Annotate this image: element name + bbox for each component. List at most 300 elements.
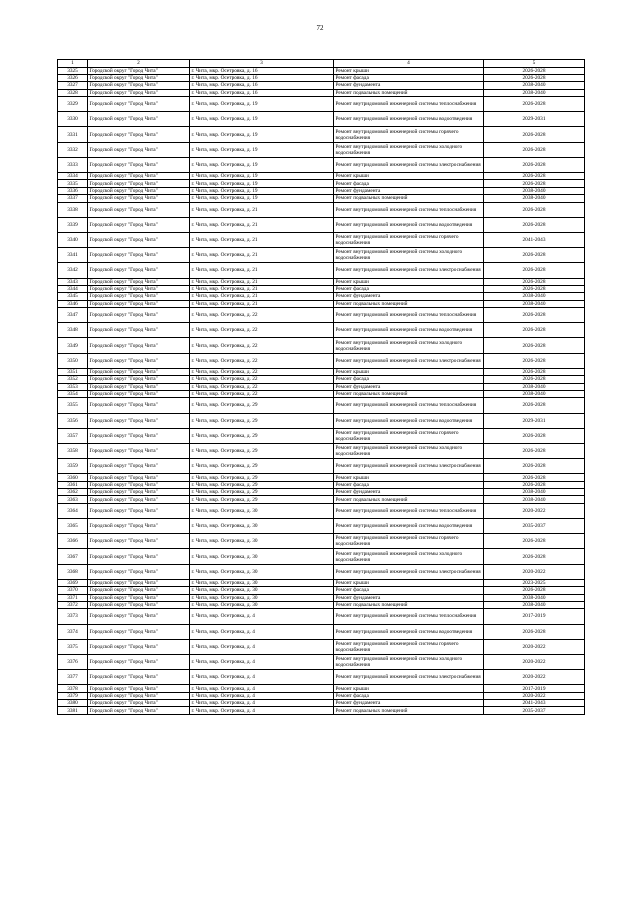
work-type-cell: Ремонт внутридомовой инженерной системы холодного водоснабжения (334, 654, 484, 669)
address-cell: г. Чита, мкр. Осетровка, д. 30 (190, 594, 334, 601)
municipality-cell: Городской округ "Город Чита" (88, 180, 190, 187)
work-type-cell: Ремонт фасада (334, 692, 484, 699)
work-type-cell: Ремонт фундамента (334, 82, 484, 89)
municipality-cell: Городской округ "Город Чита" (88, 157, 190, 172)
address-cell: г. Чита, мкр. Осетровка, д. 16 (190, 74, 334, 81)
work-type-cell: Ремонт внутридомовой инженерной системы горячего водоснабжения (334, 127, 484, 142)
address-cell: г. Чита, мкр. Осетровка, д. 4 (190, 624, 334, 639)
address-cell: г. Чита, мкр. Осетровка, д. 4 (190, 692, 334, 699)
address-cell: г. Чита, мкр. Осетровка, д. 22 (190, 383, 334, 390)
address-cell: г. Чита, мкр. Осетровка, д. 22 (190, 308, 334, 323)
table-row (58, 368, 585, 375)
table-row (58, 481, 585, 488)
municipality-cell: Городской округ "Город Чита" (88, 503, 190, 518)
address-cell: г. Чита, мкр. Осетровка, д. 21 (190, 248, 334, 263)
municipality-cell: Городской округ "Город Чита" (88, 263, 190, 278)
address-cell: г. Чита, мкр. Осетровка, д. 16 (190, 67, 334, 74)
address-cell: г. Чита, мкр. Осетровка, д. 21 (190, 217, 334, 232)
table-row (58, 323, 585, 338)
municipality-cell: Городской округ "Город Чита" (88, 579, 190, 586)
table-row (58, 248, 585, 263)
municipality-cell: Городской округ "Город Чита" (88, 443, 190, 458)
table-row (58, 503, 585, 518)
table-row (58, 278, 585, 285)
repair-schedule-table (57, 59, 585, 715)
work-type-cell: Ремонт внутридомовой инженерной системы теплоснабжения (334, 609, 484, 624)
address-cell: г. Чита, мкр. Осетровка, д. 29 (190, 443, 334, 458)
row-number-cell: 3358 (58, 443, 88, 458)
table-row (58, 173, 585, 180)
address-cell: г. Чита, мкр. Осетровка, д. 29 (190, 496, 334, 503)
period-cell: 2026-2028 (484, 368, 585, 375)
period-cell: 2026-2028 (484, 67, 585, 74)
period-cell: 2038-2040 (484, 195, 585, 202)
municipality-cell: Городской округ "Город Чита" (88, 112, 190, 127)
work-type-cell: Ремонт внутридомовой инженерной системы водоотведения (334, 624, 484, 639)
work-type-cell: Ремонт крыши (334, 685, 484, 692)
municipality-cell: Городской округ "Город Чита" (88, 82, 190, 89)
row-number-cell: 3352 (58, 376, 88, 383)
table-row (58, 180, 585, 187)
period-cell: 2026-2028 (484, 263, 585, 278)
column-header-3: 3 (190, 60, 334, 68)
row-number-cell: 3349 (58, 338, 88, 353)
row-number-cell: 3330 (58, 112, 88, 127)
work-type-cell: Ремонт крыши (334, 278, 484, 285)
work-type-cell: Ремонт крыши (334, 579, 484, 586)
address-cell: г. Чита, мкр. Осетровка, д. 29 (190, 413, 334, 428)
period-cell: 2038-2040 (484, 187, 585, 194)
address-cell: г. Чита, мкр. Осетровка, д. 30 (190, 601, 334, 608)
column-header-2: 2 (88, 60, 190, 68)
work-type-cell: Ремонт внутридомовой инженерной системы электроснабжения (334, 353, 484, 368)
municipality-cell: Городской округ "Город Чита" (88, 654, 190, 669)
municipality-cell: Городской округ "Город Чита" (88, 278, 190, 285)
row-number-cell: 3378 (58, 685, 88, 692)
work-type-cell: Ремонт фасада (334, 74, 484, 81)
table-row (58, 587, 585, 594)
period-cell: 2038-2040 (484, 594, 585, 601)
work-type-cell: Ремонт фундамента (334, 594, 484, 601)
address-cell: г. Чита, мкр. Осетровка, д. 29 (190, 398, 334, 413)
row-number-cell: 3369 (58, 579, 88, 586)
municipality-cell: Городской округ "Город Чита" (88, 368, 190, 375)
municipality-cell: Городской округ "Город Чита" (88, 692, 190, 699)
period-cell: 2038-2040 (484, 89, 585, 96)
municipality-cell: Городской округ "Город Чита" (88, 594, 190, 601)
municipality-cell: Городской округ "Город Чита" (88, 293, 190, 300)
municipality-cell: Городской округ "Город Чита" (88, 248, 190, 263)
table-row (58, 97, 585, 112)
work-type-cell: Ремонт внутридомовой инженерной системы теплоснабжения (334, 202, 484, 217)
municipality-cell: Городской округ "Город Чита" (88, 353, 190, 368)
row-number-cell: 3341 (58, 248, 88, 263)
period-cell: 2026-2028 (484, 474, 585, 481)
period-cell: 2038-2040 (484, 300, 585, 307)
table-row (58, 338, 585, 353)
table-row (58, 534, 585, 549)
work-type-cell: Ремонт подвальных помещений (334, 496, 484, 503)
row-number-cell: 3363 (58, 496, 88, 503)
table-row (58, 474, 585, 481)
column-header-4: 4 (334, 60, 484, 68)
period-cell: 2026-2028 (484, 481, 585, 488)
municipality-cell: Городской округ "Город Чита" (88, 519, 190, 534)
row-number-cell: 3332 (58, 142, 88, 157)
work-type-cell: Ремонт внутридомовой инженерной системы холодного водоснабжения (334, 443, 484, 458)
work-type-cell: Ремонт крыши (334, 173, 484, 180)
row-number-cell: 3379 (58, 692, 88, 699)
municipality-cell: Городской округ "Город Чита" (88, 195, 190, 202)
period-cell: 2026-2028 (484, 428, 585, 443)
table-row (58, 496, 585, 503)
municipality-cell: Городской округ "Город Чита" (88, 474, 190, 481)
work-type-cell: Ремонт внутридомовой инженерной системы холодного водоснабжения (334, 338, 484, 353)
municipality-cell: Городской округ "Город Чита" (88, 300, 190, 307)
row-number-cell: 3331 (58, 127, 88, 142)
work-type-cell: Ремонт фундамента (334, 293, 484, 300)
table-row (58, 390, 585, 397)
row-number-cell: 3380 (58, 700, 88, 707)
address-cell: г. Чита, мкр. Осетровка, д. 19 (190, 180, 334, 187)
period-cell: 2026-2028 (484, 74, 585, 81)
municipality-cell: Городской округ "Город Чита" (88, 323, 190, 338)
work-type-cell: Ремонт внутридомовой инженерной системы электроснабжения (334, 263, 484, 278)
municipality-cell: Городской округ "Город Чита" (88, 564, 190, 579)
period-cell: 2038-2040 (484, 383, 585, 390)
municipality-cell: Городской округ "Город Чита" (88, 413, 190, 428)
work-type-cell: Ремонт фасада (334, 180, 484, 187)
municipality-cell: Городской округ "Город Чита" (88, 142, 190, 157)
row-number-cell: 3326 (58, 74, 88, 81)
table-row (58, 428, 585, 443)
table-row (58, 74, 585, 81)
table-row (58, 300, 585, 307)
period-cell: 2026-2028 (484, 624, 585, 639)
address-cell: г. Чита, мкр. Осетровка, д. 4 (190, 639, 334, 654)
municipality-cell: Городской округ "Город Чита" (88, 428, 190, 443)
table-row (58, 564, 585, 579)
municipality-cell: Городской округ "Город Чита" (88, 481, 190, 488)
municipality-cell: Городской округ "Город Чита" (88, 202, 190, 217)
work-type-cell: Ремонт фундамента (334, 383, 484, 390)
period-cell: 2026-2028 (484, 202, 585, 217)
row-number-cell: 3339 (58, 217, 88, 232)
period-cell: 2035-2037 (484, 519, 585, 534)
address-cell: г. Чита, мкр. Осетровка, д. 22 (190, 323, 334, 338)
work-type-cell: Ремонт подвальных помещений (334, 601, 484, 608)
period-cell: 2026-2028 (484, 549, 585, 564)
table-row (58, 383, 585, 390)
municipality-cell: Городской округ "Город Чита" (88, 489, 190, 496)
address-cell: г. Чита, мкр. Осетровка, д. 21 (190, 300, 334, 307)
row-number-cell: 3364 (58, 503, 88, 518)
table-row (58, 353, 585, 368)
table-row (58, 142, 585, 157)
municipality-cell: Городской округ "Город Чита" (88, 74, 190, 81)
table-row (58, 692, 585, 699)
period-cell: 2020-2022 (484, 654, 585, 669)
municipality-cell: Городской округ "Город Чита" (88, 187, 190, 194)
municipality-cell: Городской округ "Город Чита" (88, 338, 190, 353)
address-cell: г. Чита, мкр. Осетровка, д. 21 (190, 278, 334, 285)
table-row (58, 654, 585, 669)
address-cell: г. Чита, мкр. Осетровка, д. 19 (190, 173, 334, 180)
address-cell: г. Чита, мкр. Осетровка, д. 4 (190, 654, 334, 669)
work-type-cell: Ремонт внутридомовой инженерной системы водоотведения (334, 413, 484, 428)
municipality-cell: Городской округ "Город Чита" (88, 89, 190, 96)
table-row (58, 601, 585, 608)
row-number-cell: 3342 (58, 263, 88, 278)
work-type-cell: Ремонт фасада (334, 481, 484, 488)
municipality-cell: Городской округ "Город Чита" (88, 609, 190, 624)
period-cell: 2017-2019 (484, 609, 585, 624)
period-cell: 2038-2040 (484, 489, 585, 496)
period-cell: 2026-2028 (484, 248, 585, 263)
address-cell: г. Чита, мкр. Осетровка, д. 30 (190, 534, 334, 549)
table-row (58, 263, 585, 278)
municipality-cell: Городской округ "Город Чита" (88, 707, 190, 714)
period-cell: 2026-2028 (484, 127, 585, 142)
table-row (58, 459, 585, 474)
work-type-cell: Ремонт внутридомовой инженерной системы водоотведения (334, 217, 484, 232)
address-cell: г. Чита, мкр. Осетровка, д. 19 (190, 157, 334, 172)
work-type-cell: Ремонт внутридомовой инженерной системы электроснабжения (334, 459, 484, 474)
page-number: 72 (316, 24, 324, 32)
table-row (58, 624, 585, 639)
table-row (58, 398, 585, 413)
row-number-cell: 3371 (58, 594, 88, 601)
address-cell: г. Чита, мкр. Осетровка, д. 21 (190, 285, 334, 292)
table-row (58, 639, 585, 654)
period-cell: 2026-2028 (484, 338, 585, 353)
address-cell: г. Чита, мкр. Осетровка, д. 29 (190, 459, 334, 474)
period-cell: 2026-2028 (484, 398, 585, 413)
period-cell: 2026-2028 (484, 587, 585, 594)
municipality-cell: Городской округ "Город Чита" (88, 97, 190, 112)
row-number-cell: 3365 (58, 519, 88, 534)
address-cell: г. Чита, мкр. Осетровка, д. 19 (190, 142, 334, 157)
address-cell: г. Чита, мкр. Осетровка, д. 4 (190, 707, 334, 714)
row-number-cell: 3377 (58, 670, 88, 685)
row-number-cell: 3340 (58, 232, 88, 247)
row-number-cell: 3381 (58, 707, 88, 714)
table-row (58, 707, 585, 714)
address-cell: г. Чита, мкр. Осетровка, д. 21 (190, 232, 334, 247)
municipality-cell: Городской округ "Город Чита" (88, 549, 190, 564)
row-number-cell: 3355 (58, 398, 88, 413)
row-number-cell: 3333 (58, 157, 88, 172)
address-cell: г. Чита, мкр. Осетровка, д. 19 (190, 187, 334, 194)
period-cell: 2038-2040 (484, 82, 585, 89)
address-cell: г. Чита, мкр. Осетровка, д. 30 (190, 519, 334, 534)
municipality-cell: Городской округ "Город Чита" (88, 67, 190, 74)
municipality-cell: Городской округ "Город Чита" (88, 376, 190, 383)
column-number-row (58, 60, 585, 68)
table-row (58, 89, 585, 96)
table-row (58, 670, 585, 685)
municipality-cell: Городской округ "Город Чита" (88, 496, 190, 503)
municipality-cell: Городской округ "Город Чита" (88, 398, 190, 413)
table-row (58, 127, 585, 142)
municipality-cell: Городской округ "Город Чита" (88, 601, 190, 608)
municipality-cell: Городской округ "Город Чита" (88, 217, 190, 232)
row-number-cell: 3372 (58, 601, 88, 608)
address-cell: г. Чита, мкр. Осетровка, д. 4 (190, 685, 334, 692)
address-cell: г. Чита, мкр. Осетровка, д. 4 (190, 609, 334, 624)
period-cell: 2038-2040 (484, 601, 585, 608)
table-row (58, 685, 585, 692)
row-number-cell: 3353 (58, 383, 88, 390)
municipality-cell: Городской округ "Город Чита" (88, 383, 190, 390)
municipality-cell: Городской округ "Город Чита" (88, 624, 190, 639)
work-type-cell: Ремонт подвальных помещений (334, 707, 484, 714)
row-number-cell: 3350 (58, 353, 88, 368)
period-cell: 2026-2028 (484, 459, 585, 474)
table-row (58, 579, 585, 586)
work-type-cell: Ремонт внутридомовой инженерной системы водоотведения (334, 519, 484, 534)
work-type-cell: Ремонт внутридомовой инженерной системы теплоснабжения (334, 97, 484, 112)
address-cell: г. Чита, мкр. Осетровка, д. 29 (190, 474, 334, 481)
period-cell: 2029-2031 (484, 112, 585, 127)
table-row (58, 609, 585, 624)
period-cell: 2026-2028 (484, 217, 585, 232)
column-header-1: 1 (58, 60, 88, 68)
address-cell: г. Чита, мкр. Осетровка, д. 21 (190, 263, 334, 278)
work-type-cell: Ремонт внутридомовой инженерной системы электроснабжения (334, 670, 484, 685)
period-cell: 2017-2019 (484, 685, 585, 692)
work-type-cell: Ремонт внутридомовой инженерной системы горячего водоснабжения (334, 428, 484, 443)
period-cell: 2026-2028 (484, 278, 585, 285)
period-cell: 2020-2022 (484, 639, 585, 654)
table-row (58, 519, 585, 534)
address-cell: г. Чита, мкр. Осетровка, д. 19 (190, 195, 334, 202)
row-number-cell: 3370 (58, 587, 88, 594)
address-cell: г. Чита, мкр. Осетровка, д. 19 (190, 112, 334, 127)
table-row (58, 413, 585, 428)
table-row (58, 202, 585, 217)
period-cell: 2041-2043 (484, 700, 585, 707)
period-cell: 2038-2040 (484, 293, 585, 300)
row-number-cell: 3348 (58, 323, 88, 338)
address-cell: г. Чита, мкр. Осетровка, д. 22 (190, 368, 334, 375)
table-row (58, 293, 585, 300)
municipality-cell: Городской округ "Город Чита" (88, 670, 190, 685)
period-cell: 2020-2022 (484, 564, 585, 579)
address-cell: г. Чита, мкр. Осетровка, д. 30 (190, 587, 334, 594)
work-type-cell: Ремонт фундамента (334, 700, 484, 707)
period-cell: 2026-2028 (484, 376, 585, 383)
period-cell: 2038-2040 (484, 390, 585, 397)
period-cell: 2026-2028 (484, 180, 585, 187)
period-cell: 2020-2022 (484, 692, 585, 699)
work-type-cell: Ремонт внутридомовой инженерной системы холодного водоснабжения (334, 142, 484, 157)
period-cell: 2026-2028 (484, 323, 585, 338)
address-cell: г. Чита, мкр. Осетровка, д. 19 (190, 127, 334, 142)
table-row (58, 67, 585, 74)
municipality-cell: Городской округ "Город Чита" (88, 639, 190, 654)
address-cell: г. Чита, мкр. Осетровка, д. 29 (190, 428, 334, 443)
address-cell: г. Чита, мкр. Осетровка, д. 16 (190, 89, 334, 96)
work-type-cell: Ремонт внутридомовой инженерной системы электроснабжения (334, 564, 484, 579)
municipality-cell: Городской округ "Город Чита" (88, 390, 190, 397)
row-number-cell: 3347 (58, 308, 88, 323)
row-number-cell: 3343 (58, 278, 88, 285)
address-cell: г. Чита, мкр. Осетровка, д. 21 (190, 293, 334, 300)
row-number-cell: 3362 (58, 489, 88, 496)
work-type-cell: Ремонт внутридомовой инженерной системы холодного водоснабжения (334, 248, 484, 263)
address-cell: г. Чита, мкр. Осетровка, д. 4 (190, 700, 334, 707)
work-type-cell: Ремонт внутридомовой инженерной системы водоотведения (334, 112, 484, 127)
row-number-cell: 3325 (58, 67, 88, 74)
work-type-cell: Ремонт крыши (334, 474, 484, 481)
table-row (58, 376, 585, 383)
address-cell: г. Чита, мкр. Осетровка, д. 22 (190, 353, 334, 368)
address-cell: г. Чита, мкр. Осетровка, д. 19 (190, 97, 334, 112)
row-number-cell: 3376 (58, 654, 88, 669)
table-row (58, 285, 585, 292)
period-cell: 2020-2022 (484, 503, 585, 518)
period-cell: 2026-2028 (484, 353, 585, 368)
address-cell: г. Чита, мкр. Осетровка, д. 22 (190, 376, 334, 383)
work-type-cell: Ремонт крыши (334, 368, 484, 375)
period-cell: 2026-2028 (484, 157, 585, 172)
address-cell: г. Чита, мкр. Осетровка, д. 29 (190, 481, 334, 488)
row-number-cell: 3367 (58, 549, 88, 564)
row-number-cell: 3374 (58, 624, 88, 639)
table-row (58, 112, 585, 127)
period-cell: 2026-2028 (484, 173, 585, 180)
work-type-cell: Ремонт внутридомовой инженерной системы теплоснабжения (334, 308, 484, 323)
period-cell: 2035-2037 (484, 707, 585, 714)
municipality-cell: Городской округ "Город Чита" (88, 534, 190, 549)
address-cell: г. Чита, мкр. Осетровка, д. 22 (190, 390, 334, 397)
period-cell: 2023-2025 (484, 579, 585, 586)
address-cell: г. Чита, мкр. Осетровка, д. 29 (190, 489, 334, 496)
work-type-cell: Ремонт внутридомовой инженерной системы теплоснабжения (334, 503, 484, 518)
table-row (58, 82, 585, 89)
row-number-cell: 3329 (58, 97, 88, 112)
address-cell: г. Чита, мкр. Осетровка, д. 4 (190, 670, 334, 685)
work-type-cell: Ремонт фундамента (334, 489, 484, 496)
work-type-cell: Ремонт внутридомовой инженерной системы горячего водоснабжения (334, 534, 484, 549)
row-number-cell: 3328 (58, 89, 88, 96)
address-cell: г. Чита, мкр. Осетровка, д. 22 (190, 338, 334, 353)
row-number-cell: 3336 (58, 187, 88, 194)
work-type-cell: Ремонт фундамента (334, 187, 484, 194)
row-number-cell: 3360 (58, 474, 88, 481)
work-type-cell: Ремонт крыши (334, 67, 484, 74)
period-cell: 2026-2028 (484, 142, 585, 157)
work-type-cell: Ремонт подвальных помещений (334, 89, 484, 96)
address-cell: г. Чита, мкр. Осетровка, д. 16 (190, 82, 334, 89)
work-type-cell: Ремонт внутридомовой инженерной системы горячего водоснабжения (334, 639, 484, 654)
row-number-cell: 3357 (58, 428, 88, 443)
table-row (58, 549, 585, 564)
row-number-cell: 3368 (58, 564, 88, 579)
period-cell: 2026-2028 (484, 534, 585, 549)
table-body (58, 67, 585, 714)
table-row (58, 157, 585, 172)
work-type-cell: Ремонт внутридомовой инженерной системы горячего водоснабжения (334, 232, 484, 247)
period-cell: 2041-2043 (484, 232, 585, 247)
row-number-cell: 3345 (58, 293, 88, 300)
row-number-cell: 3356 (58, 413, 88, 428)
period-cell: 2038-2040 (484, 496, 585, 503)
address-cell: г. Чита, мкр. Осетровка, д. 30 (190, 503, 334, 518)
row-number-cell: 3359 (58, 459, 88, 474)
row-number-cell: 3335 (58, 180, 88, 187)
